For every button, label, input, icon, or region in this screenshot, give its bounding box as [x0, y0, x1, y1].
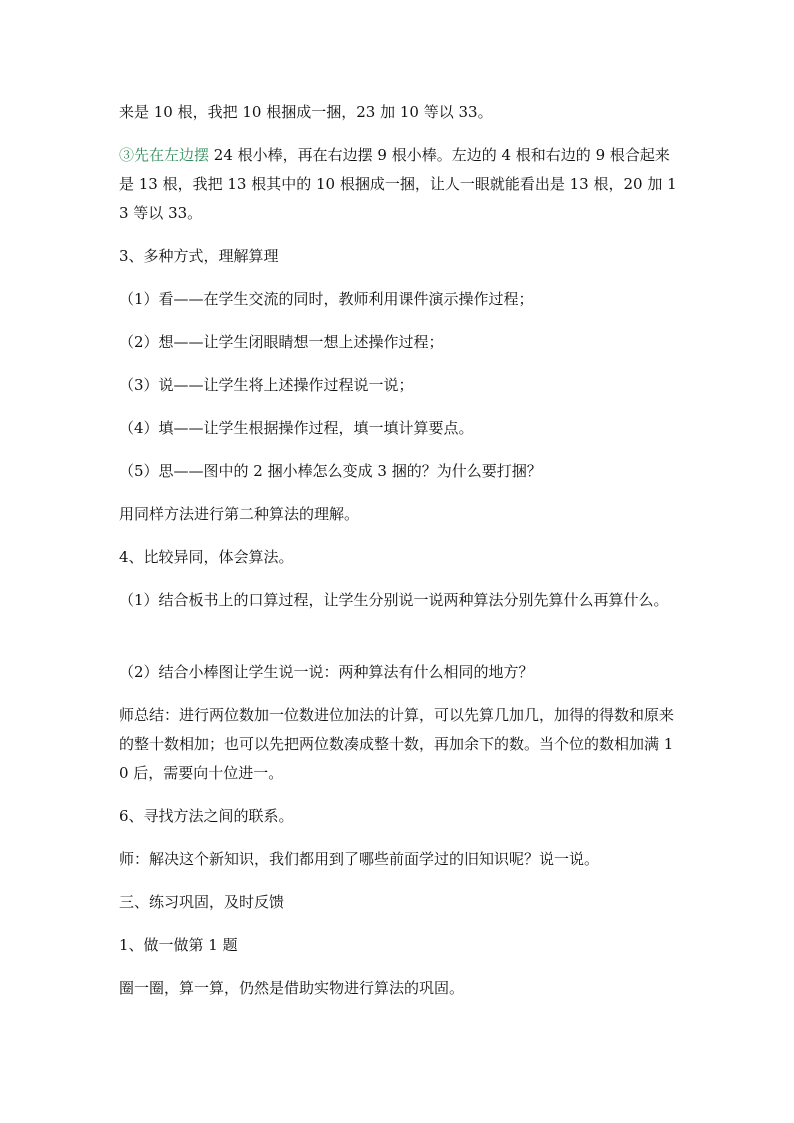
practice-item-1 — [119, 931, 679, 960]
paragraph-text: （2）想——让学生闭眼睛想一想上述操作过程； — [119, 333, 444, 351]
paragraph-text: （1）看——在学生交流的同时，教师利用课件演示操作过程； — [119, 290, 534, 308]
paragraph-text: 24 根小棒，再在右边摆 9 根小棒。左边的 4 根和右边的 9 根合起来是 13 根，我把 13 根其中的 10 根捆成一捆，让人一眼就能看出是 13 根，20 加 13 等以 33。 — [119, 146, 677, 222]
section-heading-6 — [119, 802, 679, 831]
compare-item-2 — [119, 658, 679, 687]
paragraph-accent-prefix: ③先在左边摆 — [119, 146, 210, 164]
section-heading-practice — [119, 888, 679, 917]
section-heading-4 — [119, 543, 679, 572]
teacher-summary — [119, 701, 679, 788]
paragraph-text: （3）说——让学生将上述操作过程说一说； — [119, 376, 414, 394]
list-item-5 — [119, 457, 679, 486]
paragraph-text: 圈一圈，算一算，仍然是借助实物进行算法的巩固。 — [119, 979, 465, 997]
paragraph-text: 用同样方法进行第二种算法的理解。 — [119, 505, 360, 523]
compare-item-1 — [119, 586, 679, 615]
paragraph-text: 4、比较异同，体会算法。 — [119, 548, 294, 566]
list-item-2 — [119, 328, 679, 357]
paragraph-same-method — [119, 500, 679, 529]
list-item-4 — [119, 414, 679, 443]
paragraph-text: （1）结合板书上的口算过程，让学生分别说一说两种算法分别先算什么再算什么。 — [119, 591, 669, 609]
paragraph-text: 6、寻找方法之间的联系。 — [119, 807, 294, 825]
paragraph-text: （2）结合小棒图让学生说一说：两种算法有什么相同的地方？ — [119, 663, 534, 681]
section-heading-3 — [119, 242, 679, 271]
practice-description — [119, 974, 679, 1003]
paragraph-text: 3、多种方式，理解算理 — [119, 247, 279, 265]
paragraph-text: 三、练习巩固，及时反馈 — [119, 893, 285, 911]
paragraph-text: （4）填——让学生根据操作过程，填一填计算要点。 — [119, 419, 474, 437]
list-item-3 — [119, 371, 679, 400]
paragraph-1 — [119, 98, 679, 127]
paragraph-text: 师总结：进行两位数加一位数进位加法的计算，可以先算几加几，加得的得数和原来的整十数相加；也可以先把两位数凑成整十数，再加余下的数。当个位的数相加满 10 后，需要向十位进一。 — [119, 706, 675, 782]
paragraph-text: 1、做一做第 1 题 — [119, 936, 238, 954]
paragraph-text: （5）思——图中的 2 捆小棒怎么变成 3 捆的？为什么要打捆？ — [119, 462, 542, 480]
teacher-question — [119, 845, 679, 874]
list-item-1 — [119, 285, 679, 314]
paragraph-text: 师：解决这个新知识，我们都用到了哪些前面学过的旧知识呢？说一说。 — [119, 850, 600, 868]
paragraph-2 — [119, 141, 679, 228]
paragraph-text: 来是 10 根，我把 10 根捆成一捆，23 加 10 等以 33。 — [119, 103, 493, 121]
